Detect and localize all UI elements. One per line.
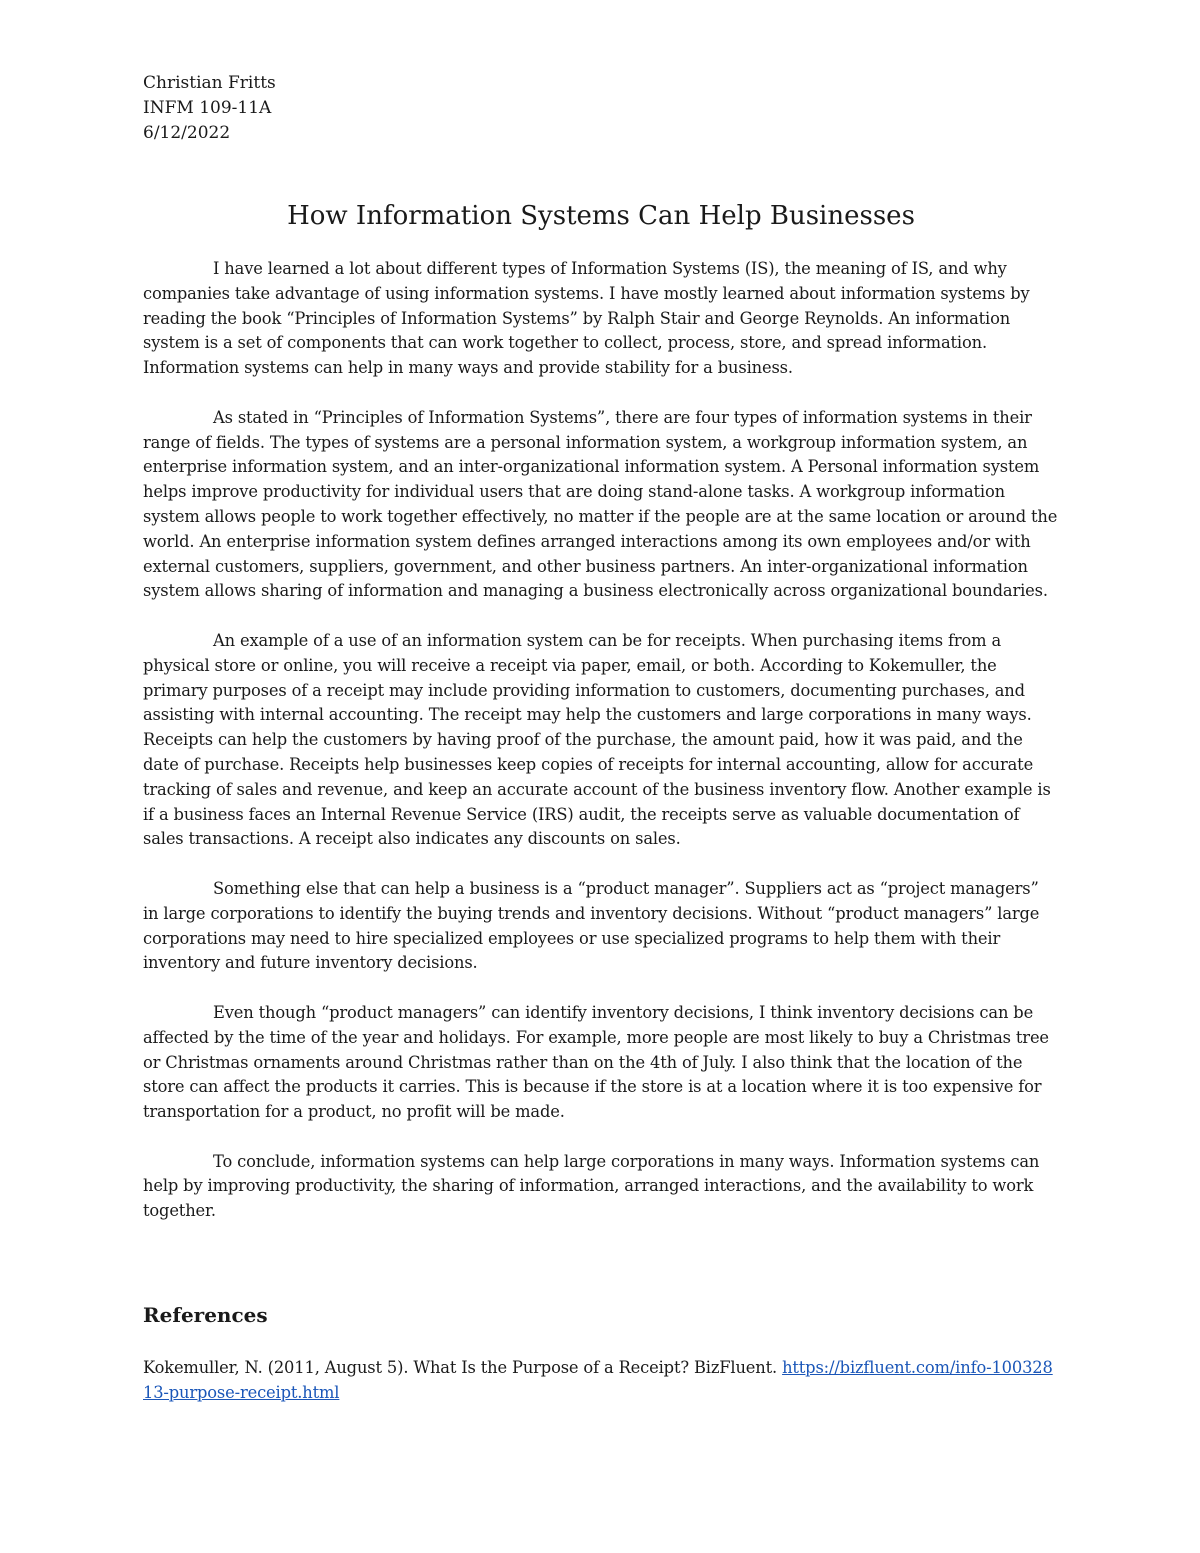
paragraph-receipts: An example of a use of an information system can be for receipts. When purchasing items from a physical store or online, you will receive a receipt via paper, email, or both. According to Kokemuller, the primary purposes of a receipt may include providing information to customers, documenting purchases, and assisting with internal accounting. The receipt may help the customers and large corporations in many ways. Receipts can help the customers by having proof of the purchase, the amount paid, how it was paid, and the date of purchase. Receipts help businesses keep copies of receipts for internal accounting, allow for accurate tracking of sales and revenue, and keep an accurate account of the business inventory flow. Another example is if a business faces an Internal Revenue Service (IRS) audit, the receipts serve as valuable documentation of sales transactions. A receipt also indicates any discounts on sales.	[143, 630, 1051, 849]
paragraph-intro: I have learned a lot about different types of Information Systems (IS), the meaning of IS, and why companies take advantage of using information systems. I have mostly learned about information systems by reading the book “Principles of Information Systems” by Ralph Stair and George Reynolds. An information system is a set of components that can work together to collect, process, store, and spread information. Information systems can help in many ways and provide stability for a business.	[143, 259, 1030, 378]
paragraph-product-managers: Something else that can help a business is a “product manager”. Suppliers act as “project managers” in large corporations to identify the buying trends and inventory decisions. Without “product managers” large corporations may need to hire specialized employees or use specialized programs to help them with their inventory and future inventory decisions.	[143, 878, 1040, 973]
author-name: Christian Fritts	[143, 73, 276, 93]
reference-citation: Kokemuller, N. (2011, August 5). What Is the Purpose of a Receipt? BizFluent.	[143, 1358, 783, 1377]
reference-link[interactable]: https://bizfluent.com/info-10032813-purpose-receipt.html	[143, 1358, 1053, 1402]
document-title: How Information Systems Can Help Businesses	[287, 201, 915, 231]
document-date: 6/12/2022	[143, 123, 231, 143]
references-heading: References	[143, 1303, 268, 1327]
course-code: INFM 109-11A	[143, 98, 272, 118]
paragraph-types: As stated in “Principles of Information Systems”, there are four types of information systems in their range of fields. The types of systems are a personal information system, a workgroup information system, an enterprise information system, and an inter-organizational information system. A Personal information system helps improve productivity for individual users that are doing stand-alone tasks. A workgroup information system allows people to work together effectively, no matter if the people are at the same location or around the world. An enterprise information system defines arranged interactions among its own employees and/or with external customers, suppliers, government, and other business partners. An inter-organizational information system allows sharing of information and managing a business electronically across organizational boundaries.	[143, 407, 1058, 601]
document-header	[143, 71, 276, 146]
paragraph-inventory: Even though “product managers” can identify inventory decisions, I think inventory decisions can be affected by the time of the year and holidays. For example, more people are most likely to buy a Christmas tree or Christmas ornaments around Christmas rather than on the 4th of July. I also think that the location of the store can affect the products it carries. This is because if the store is at a location where it is too expensive for transportation for a product, no profit will be made.	[143, 1002, 1049, 1122]
paragraph-conclusion: To conclude, information systems can help large corporations in many ways. Information systems can help by improving productivity, the sharing of information, arranged interactions, and the availability to work together.	[143, 1151, 1040, 1221]
document-body	[143, 257, 1059, 1249]
reference-entry	[143, 1355, 1059, 1405]
